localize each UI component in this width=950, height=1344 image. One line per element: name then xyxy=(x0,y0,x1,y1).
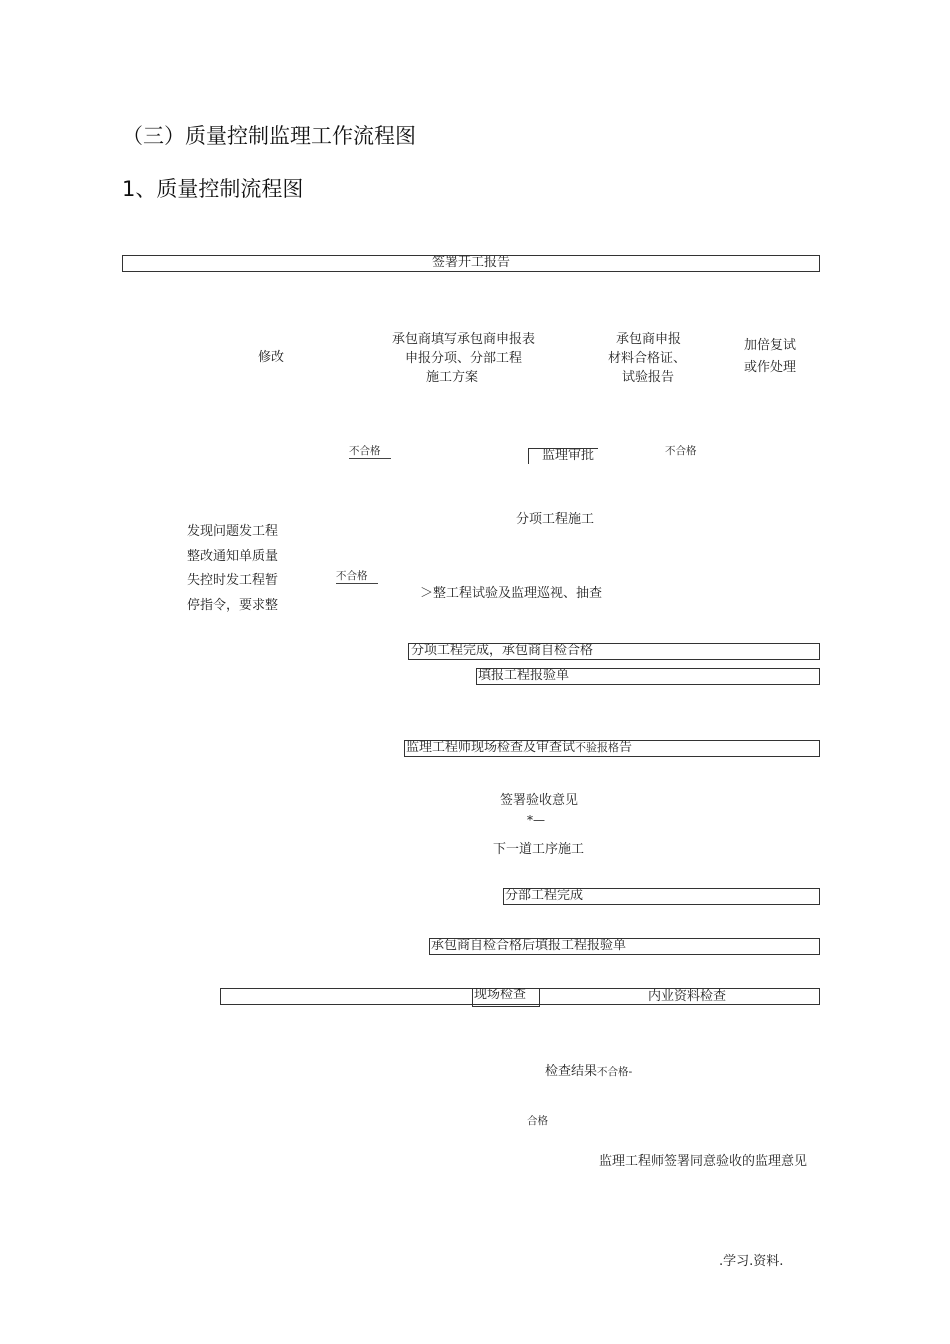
sign-start-report-label: 签署开工报告 xyxy=(431,255,510,270)
issue-notice-line: 发现问题发工程 xyxy=(187,524,279,539)
fail-marker-left: 不合格 xyxy=(349,443,391,459)
issue-notice-line: 失控时发工程暂 xyxy=(187,573,279,588)
final-sign-label: 监理工程师签署同意验收的监理意见 xyxy=(599,1154,808,1169)
box-division-complete xyxy=(503,888,820,905)
engineer-check-label: 监理工程师现场检查及审查试 xyxy=(406,740,576,755)
star-mark: *— xyxy=(527,813,545,827)
contractor-materials-line: 试验报告 xyxy=(622,370,675,385)
double-retest-block xyxy=(744,335,796,379)
subitem-construction-label: 分项工程施工 xyxy=(516,512,595,527)
fill-inspection-form-label: 填报工程报验单 xyxy=(478,668,570,683)
division-complete-label: 分部工程完成 xyxy=(505,888,584,903)
box-site-inspection xyxy=(472,988,540,1007)
subsection-heading: 1、质量控制流程图 xyxy=(122,177,304,201)
check-result-fail-label: 不合格- xyxy=(597,1066,633,1078)
fail-marker-mid: 不合格 xyxy=(336,568,378,584)
supervision-approval-label: 监理审批 xyxy=(542,448,595,463)
double-retest-line: 加倍复试 xyxy=(744,338,797,353)
footer-note: .学习.资料. xyxy=(719,1254,784,1269)
issue-notice-line: 整改通知单质量 xyxy=(187,548,279,564)
pass-label: 合格 xyxy=(527,1115,548,1127)
subitem-complete-label: 分项工程完成，承包商自检合格 xyxy=(411,643,594,658)
contractor-submit-line: 施工方案 xyxy=(426,370,479,385)
box-engineer-check xyxy=(404,740,820,757)
modify-label: 修改 xyxy=(258,350,285,365)
box-contractor-self-check xyxy=(429,938,820,955)
check-result-label: 检查结果 xyxy=(545,1064,598,1079)
contractor-materials-line: 承包商申报 xyxy=(616,332,682,347)
check-result-block xyxy=(545,1062,632,1082)
patrol-check-label: ＞整工程试验及监理巡视、抽查 xyxy=(420,586,603,601)
document-inspection-label: 内业资料检查 xyxy=(648,989,727,1004)
sign-acceptance-label: 签署验收意见 xyxy=(500,793,579,808)
contractor-submit-line: 申报分项、分部工程 xyxy=(405,351,523,366)
engineer-check-fail-label: 不验报格 xyxy=(575,741,620,754)
contractor-self-check-label: 承包商自检合格后填报工程报验单 xyxy=(431,938,627,953)
contractor-submit-block xyxy=(392,330,552,387)
engineer-check-tail: 告 xyxy=(619,740,633,755)
contractor-materials-line: 材料合格证、 xyxy=(608,351,687,366)
section-heading: （三）质量控制监理工作流程图 xyxy=(122,124,416,148)
site-inspection-label: 现场检查 xyxy=(474,988,527,1002)
next-process-label: 下一道工序施工 xyxy=(493,842,585,857)
box-supervision-approval xyxy=(528,448,598,464)
issue-notice-block xyxy=(187,520,278,618)
fail-marker-right: 不合格 xyxy=(665,445,697,457)
contractor-materials-block xyxy=(608,330,703,387)
box-fill-inspection-form xyxy=(476,668,820,685)
box-sign-start-report xyxy=(122,255,820,272)
box-subitem-complete xyxy=(408,643,820,660)
double-retest-line: 或作处理 xyxy=(744,360,797,375)
issue-notice-line: 停指令，要求整 xyxy=(187,597,279,613)
contractor-submit-line: 承包商填写承包商申报表 xyxy=(392,332,536,347)
